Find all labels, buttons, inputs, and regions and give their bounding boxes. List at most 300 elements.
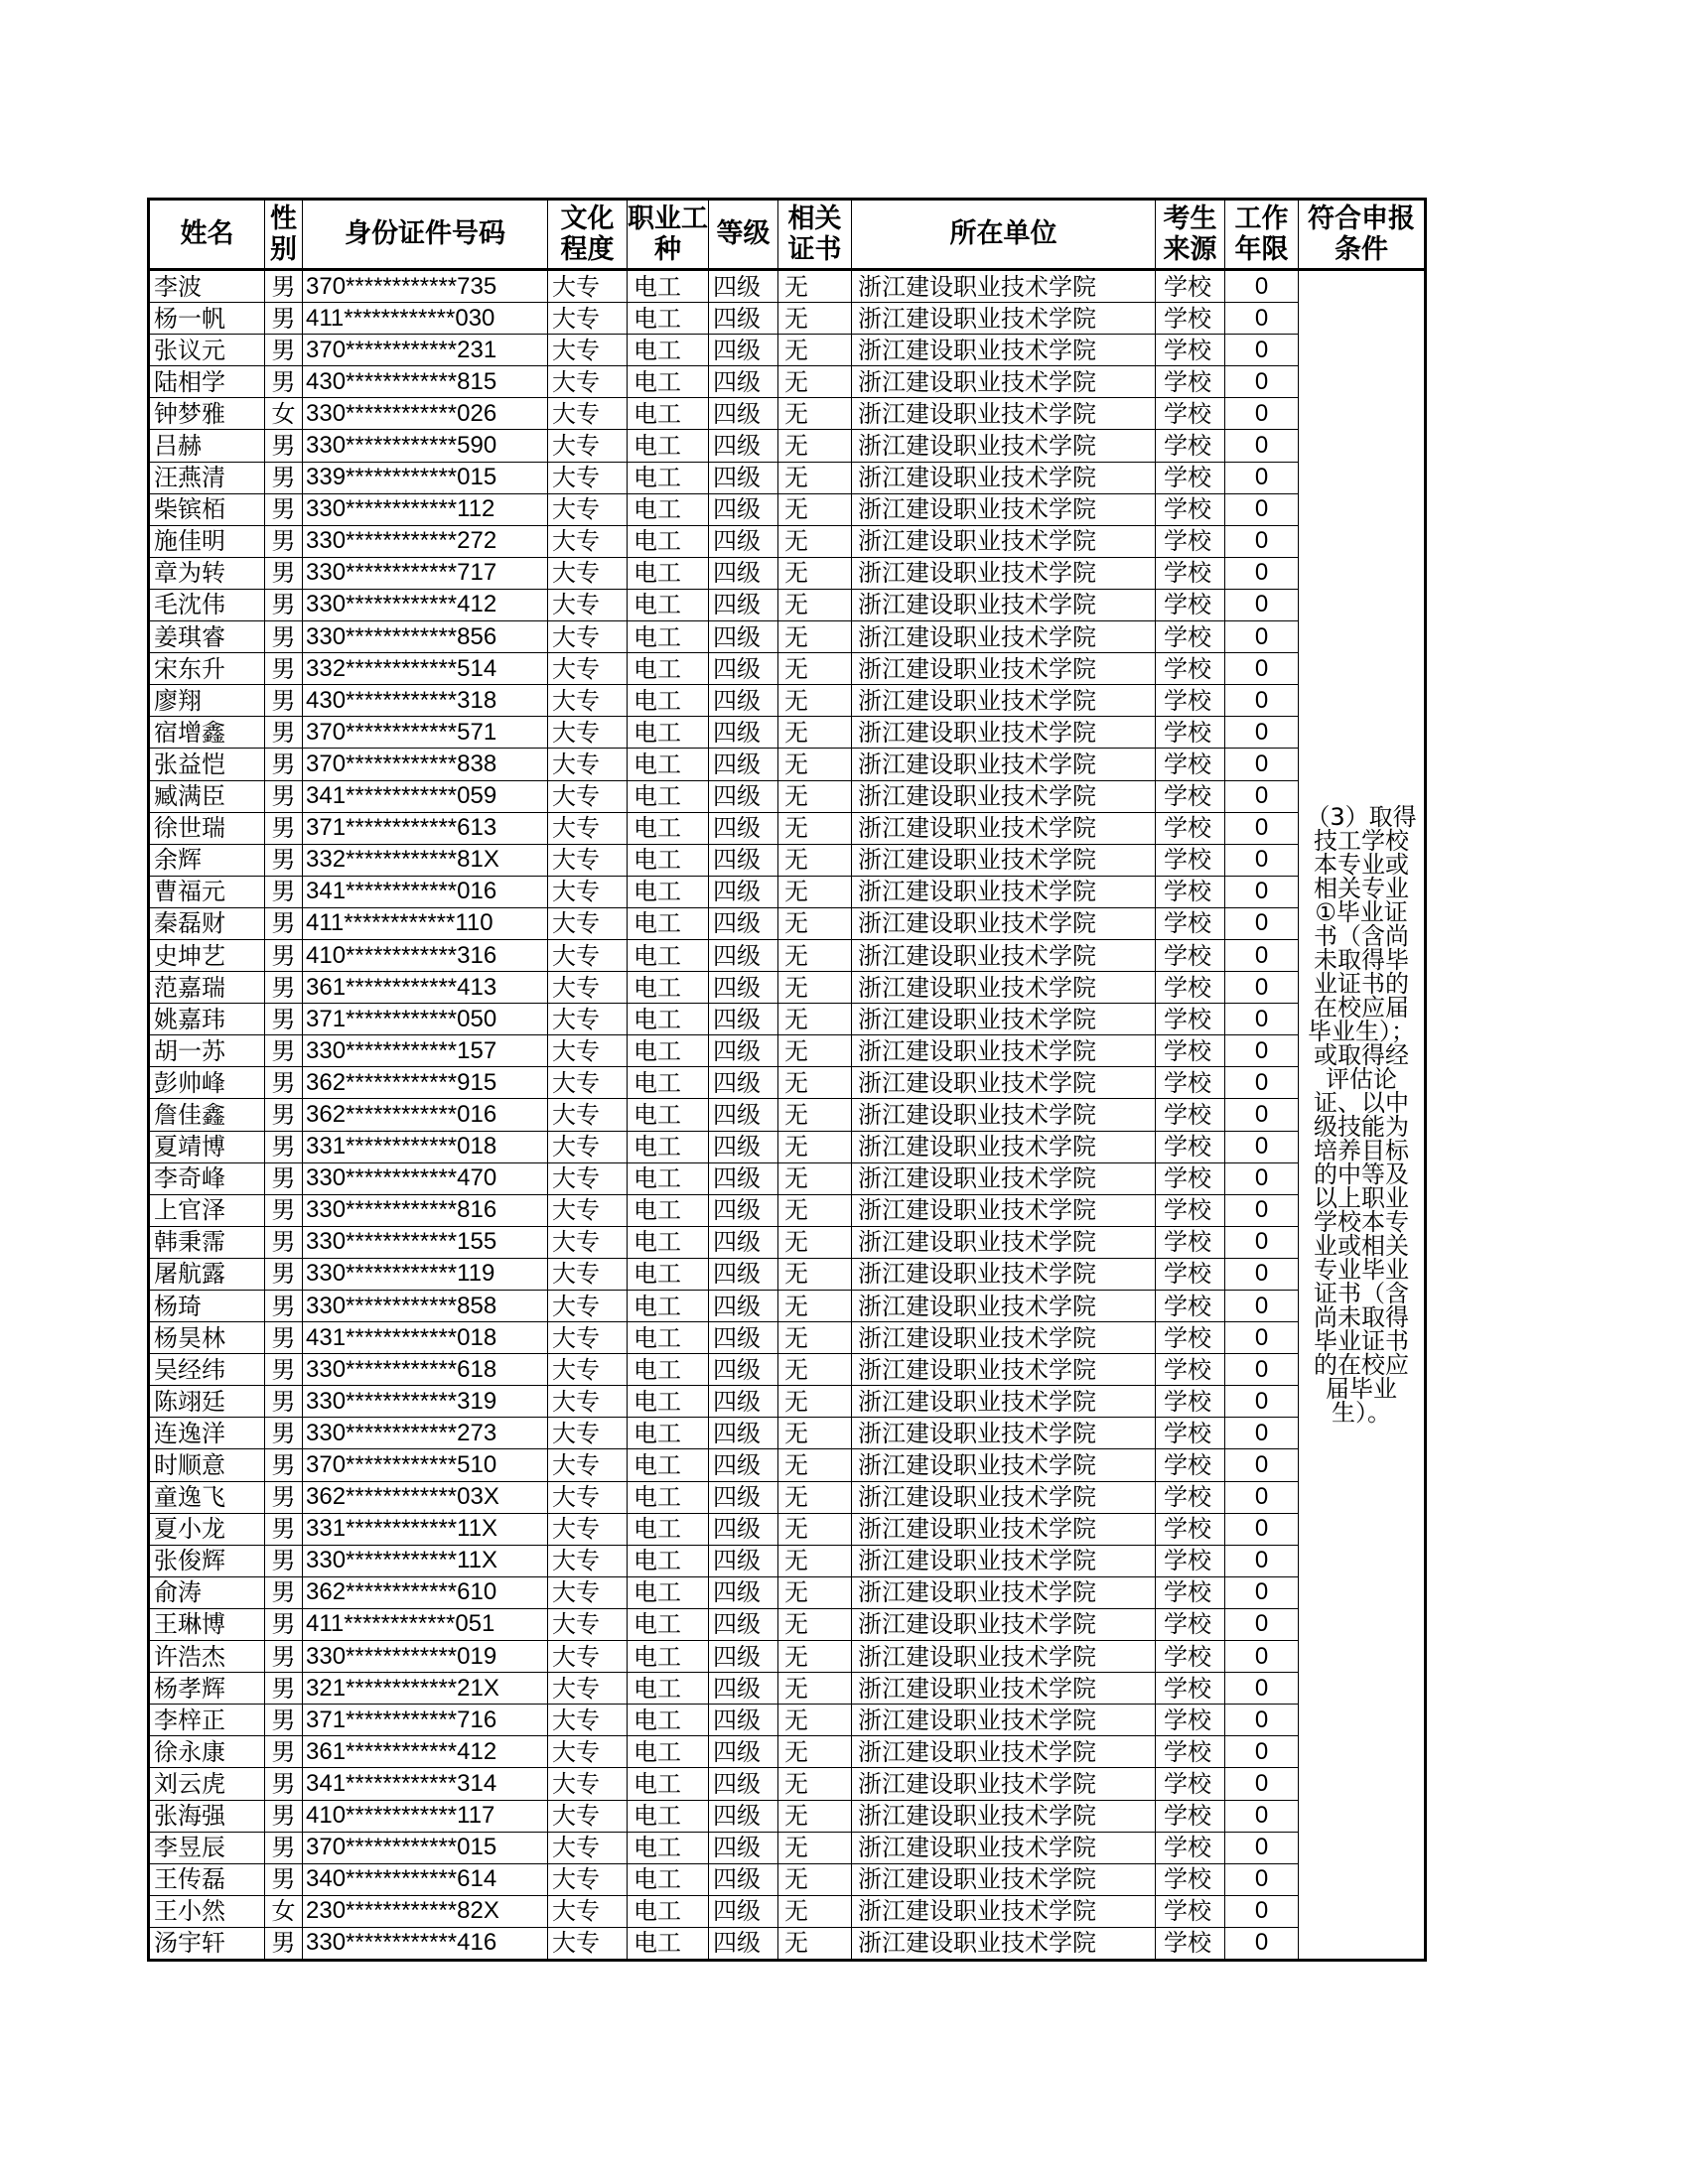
- cell-level: 四级: [709, 1608, 778, 1640]
- cell-unit: 浙江建设职业技术学院: [852, 653, 1156, 685]
- cell-name: 章为转: [149, 557, 265, 589]
- cell-sex: 男: [265, 366, 303, 398]
- cell-name: 连逸洋: [149, 1418, 265, 1449]
- cell-years: 0: [1225, 1162, 1299, 1194]
- cell-name: 王琳博: [149, 1608, 265, 1640]
- cell-id-number: 341************314: [303, 1768, 548, 1800]
- cell-certificate: 无: [778, 717, 852, 749]
- cell-source: 学校: [1156, 1067, 1225, 1099]
- cell-source: 学校: [1156, 1386, 1225, 1418]
- cell-id-number: 411************030: [303, 303, 548, 335]
- cell-education: 大专: [548, 1099, 628, 1131]
- cell-occupation: 电工: [628, 557, 709, 589]
- cell-years: 0: [1225, 1673, 1299, 1705]
- cell-unit: 浙江建设职业技术学院: [852, 1322, 1156, 1354]
- cell-years: 0: [1225, 1832, 1299, 1863]
- cell-unit: 浙江建设职业技术学院: [852, 749, 1156, 780]
- cell-name: 张俊辉: [149, 1545, 265, 1576]
- cell-name: 徐世瑞: [149, 812, 265, 844]
- cell-certificate: 无: [778, 1322, 852, 1354]
- cell-level: 四级: [709, 876, 778, 907]
- cell-certificate: 无: [778, 335, 852, 366]
- cell-source: 学校: [1156, 780, 1225, 812]
- cell-education: 大专: [548, 493, 628, 525]
- cell-occupation: 电工: [628, 1035, 709, 1067]
- cell-occupation: 电工: [628, 939, 709, 971]
- cell-id-number: 332************514: [303, 653, 548, 685]
- cell-years: 0: [1225, 621, 1299, 653]
- cell-level: 四级: [709, 1832, 778, 1863]
- cell-level: 四级: [709, 1927, 778, 1960]
- cell-unit: 浙江建设职业技术学院: [852, 876, 1156, 907]
- table-row: [149, 1067, 1426, 1099]
- cell-certificate: 无: [778, 1386, 852, 1418]
- cell-name: 宿增鑫: [149, 717, 265, 749]
- cell-id-number: 330************11X: [303, 1545, 548, 1576]
- table-row: [149, 493, 1426, 525]
- cell-sex: 男: [265, 1705, 303, 1736]
- cell-source: 学校: [1156, 366, 1225, 398]
- cell-level: 四级: [709, 303, 778, 335]
- cell-sex: 男: [265, 589, 303, 620]
- cell-source: 学校: [1156, 398, 1225, 430]
- cell-education: 大专: [548, 1131, 628, 1162]
- cell-sex: 男: [265, 1800, 303, 1832]
- cell-sex: 男: [265, 1004, 303, 1035]
- cell-education: 大专: [548, 1641, 628, 1673]
- cell-id-number: 330************155: [303, 1226, 548, 1258]
- cell-id-number: 370************231: [303, 335, 548, 366]
- cell-education: 大专: [548, 366, 628, 398]
- cell-unit: 浙江建设职业技术学院: [852, 335, 1156, 366]
- cell-years: 0: [1225, 939, 1299, 971]
- cell-unit: 浙江建设职业技术学院: [852, 1386, 1156, 1418]
- cell-certificate: 无: [778, 876, 852, 907]
- cell-sex: 男: [265, 1131, 303, 1162]
- cell-years: 0: [1225, 1131, 1299, 1162]
- cell-certificate: 无: [778, 589, 852, 620]
- cell-occupation: 电工: [628, 876, 709, 907]
- cell-sex: 女: [265, 398, 303, 430]
- cell-level: 四级: [709, 749, 778, 780]
- cell-certificate: 无: [778, 1768, 852, 1800]
- cell-years: 0: [1225, 1800, 1299, 1832]
- cell-id-number: 431************018: [303, 1322, 548, 1354]
- cell-sex: 男: [265, 1481, 303, 1513]
- cell-level: 四级: [709, 653, 778, 685]
- cell-id-number: 331************018: [303, 1131, 548, 1162]
- cell-sex: 男: [265, 939, 303, 971]
- cell-sex: 男: [265, 1194, 303, 1226]
- cell-years: 0: [1225, 1226, 1299, 1258]
- cell-sex: 男: [265, 1067, 303, 1099]
- cell-id-number: 330************412: [303, 589, 548, 620]
- cell-source: 学校: [1156, 1481, 1225, 1513]
- cell-certificate: 无: [778, 430, 852, 462]
- cell-occupation: 电工: [628, 780, 709, 812]
- table-row: [149, 1641, 1426, 1673]
- cell-sex: 男: [265, 749, 303, 780]
- table-row: [149, 1673, 1426, 1705]
- cell-unit: 浙江建设职业技术学院: [852, 1258, 1156, 1290]
- cell-occupation: 电工: [628, 1576, 709, 1608]
- cell-occupation: 电工: [628, 366, 709, 398]
- cell-years: 0: [1225, 876, 1299, 907]
- cell-years: 0: [1225, 1322, 1299, 1354]
- table-row: [149, 1927, 1426, 1960]
- cell-education: 大专: [548, 749, 628, 780]
- table-row: [149, 1226, 1426, 1258]
- cell-sex: 男: [265, 1863, 303, 1895]
- cell-source: 学校: [1156, 1418, 1225, 1449]
- cell-sex: 男: [265, 303, 303, 335]
- cell-years: 0: [1225, 749, 1299, 780]
- cell-education: 大专: [548, 1481, 628, 1513]
- table-row: [149, 1736, 1426, 1768]
- cell-occupation: 电工: [628, 1099, 709, 1131]
- cell-source: 学校: [1156, 1131, 1225, 1162]
- cell-name: 施佳明: [149, 525, 265, 557]
- cell-unit: 浙江建设职业技术学院: [852, 1863, 1156, 1895]
- cell-id-number: 361************412: [303, 1736, 548, 1768]
- table-row: [149, 1576, 1426, 1608]
- cell-level: 四级: [709, 1481, 778, 1513]
- cell-sex: 男: [265, 1099, 303, 1131]
- condition-cell: （3）取得技工学校本专业或相关专业①毕业证书（含尚未取得毕业证书的在校应届毕业生）；或取得经评估论证、以中级技能为培养目标的中等及以上职业学校本专业或相关专业毕业证书（含尚未取得毕业证书的在校应届毕业生）。: [1299, 270, 1426, 1961]
- cell-years: 0: [1225, 1291, 1299, 1322]
- cell-years: 0: [1225, 653, 1299, 685]
- cell-years: 0: [1225, 1354, 1299, 1386]
- cell-name: 毛沈伟: [149, 589, 265, 620]
- cell-education: 大专: [548, 1513, 628, 1545]
- cell-certificate: 无: [778, 1673, 852, 1705]
- header-source: 考生来源: [1156, 200, 1225, 270]
- cell-certificate: 无: [778, 907, 852, 939]
- cell-certificate: 无: [778, 1545, 852, 1576]
- cell-source: 学校: [1156, 653, 1225, 685]
- cell-name: 杨孝辉: [149, 1673, 265, 1705]
- cell-years: 0: [1225, 462, 1299, 493]
- cell-sex: 男: [265, 780, 303, 812]
- cell-id-number: 330************119: [303, 1258, 548, 1290]
- cell-unit: 浙江建设职业技术学院: [852, 621, 1156, 653]
- cell-name: 杨昊林: [149, 1322, 265, 1354]
- cell-occupation: 电工: [628, 462, 709, 493]
- cell-id-number: 370************735: [303, 270, 548, 303]
- cell-name: 时顺意: [149, 1449, 265, 1481]
- cell-sex: 男: [265, 493, 303, 525]
- cell-level: 四级: [709, 812, 778, 844]
- cell-id-number: 371************716: [303, 1705, 548, 1736]
- cell-name: 廖翔: [149, 685, 265, 717]
- cell-name: 詹佳鑫: [149, 1099, 265, 1131]
- cell-occupation: 电工: [628, 303, 709, 335]
- cell-id-number: 430************815: [303, 366, 548, 398]
- cell-level: 四级: [709, 939, 778, 971]
- cell-years: 0: [1225, 1258, 1299, 1290]
- cell-id-number: 340************614: [303, 1863, 548, 1895]
- cell-unit: 浙江建设职业技术学院: [852, 1576, 1156, 1608]
- cell-source: 学校: [1156, 1576, 1225, 1608]
- cell-unit: 浙江建设职业技术学院: [852, 1545, 1156, 1576]
- cell-sex: 男: [265, 1927, 303, 1960]
- cell-occupation: 电工: [628, 1863, 709, 1895]
- header-certificate: 相关证书: [778, 200, 852, 270]
- cell-source: 学校: [1156, 1226, 1225, 1258]
- cell-certificate: 无: [778, 812, 852, 844]
- cell-source: 学校: [1156, 621, 1225, 653]
- cell-certificate: 无: [778, 1449, 852, 1481]
- cell-unit: 浙江建设职业技术学院: [852, 589, 1156, 620]
- cell-occupation: 电工: [628, 493, 709, 525]
- cell-education: 大专: [548, 972, 628, 1004]
- cell-name: 杨琦: [149, 1291, 265, 1322]
- cell-sex: 男: [265, 335, 303, 366]
- cell-occupation: 电工: [628, 1131, 709, 1162]
- cell-name: 李梓正: [149, 1705, 265, 1736]
- cell-id-number: 341************016: [303, 876, 548, 907]
- cell-unit: 浙江建设职业技术学院: [852, 1705, 1156, 1736]
- cell-name: 李昱辰: [149, 1832, 265, 1863]
- cell-occupation: 电工: [628, 1768, 709, 1800]
- cell-years: 0: [1225, 493, 1299, 525]
- cell-level: 四级: [709, 907, 778, 939]
- cell-sex: 男: [265, 1641, 303, 1673]
- cell-years: 0: [1225, 717, 1299, 749]
- table-row: [149, 1481, 1426, 1513]
- cell-id-number: 430************318: [303, 685, 548, 717]
- cell-certificate: 无: [778, 1608, 852, 1640]
- cell-sex: 男: [265, 907, 303, 939]
- cell-level: 四级: [709, 1322, 778, 1354]
- cell-education: 大专: [548, 1927, 628, 1960]
- cell-education: 大专: [548, 335, 628, 366]
- cell-level: 四级: [709, 366, 778, 398]
- cell-level: 四级: [709, 1673, 778, 1705]
- cell-certificate: 无: [778, 1895, 852, 1927]
- cell-sex: 男: [265, 1449, 303, 1481]
- cell-level: 四级: [709, 1768, 778, 1800]
- cell-certificate: 无: [778, 1641, 852, 1673]
- cell-level: 四级: [709, 1194, 778, 1226]
- cell-name: 姜琪睿: [149, 621, 265, 653]
- cell-id-number: 341************059: [303, 780, 548, 812]
- cell-source: 学校: [1156, 1322, 1225, 1354]
- cell-years: 0: [1225, 525, 1299, 557]
- cell-unit: 浙江建设职业技术学院: [852, 1067, 1156, 1099]
- cell-unit: 浙江建设职业技术学院: [852, 780, 1156, 812]
- cell-source: 学校: [1156, 1641, 1225, 1673]
- cell-certificate: 无: [778, 1162, 852, 1194]
- cell-unit: 浙江建设职业技术学院: [852, 939, 1156, 971]
- cell-level: 四级: [709, 972, 778, 1004]
- cell-unit: 浙江建设职业技术学院: [852, 1162, 1156, 1194]
- cell-education: 大专: [548, 1576, 628, 1608]
- cell-source: 学校: [1156, 335, 1225, 366]
- cell-source: 学校: [1156, 1035, 1225, 1067]
- cell-id-number: 330************858: [303, 1291, 548, 1322]
- cell-certificate: 无: [778, 303, 852, 335]
- cell-certificate: 无: [778, 844, 852, 876]
- cell-certificate: 无: [778, 1194, 852, 1226]
- cell-certificate: 无: [778, 621, 852, 653]
- cell-name: 张海强: [149, 1800, 265, 1832]
- cell-level: 四级: [709, 717, 778, 749]
- table-row: [149, 589, 1426, 620]
- cell-certificate: 无: [778, 1354, 852, 1386]
- cell-unit: 浙江建设职业技术学院: [852, 717, 1156, 749]
- cell-education: 大专: [548, 1194, 628, 1226]
- cell-unit: 浙江建设职业技术学院: [852, 1736, 1156, 1768]
- cell-level: 四级: [709, 1895, 778, 1927]
- cell-unit: 浙江建设职业技术学院: [852, 1035, 1156, 1067]
- cell-years: 0: [1225, 1608, 1299, 1640]
- cell-source: 学校: [1156, 557, 1225, 589]
- cell-source: 学校: [1156, 1162, 1225, 1194]
- cell-source: 学校: [1156, 1354, 1225, 1386]
- cell-id-number: 330************026: [303, 398, 548, 430]
- cell-unit: 浙江建设职业技术学院: [852, 525, 1156, 557]
- cell-occupation: 电工: [628, 1354, 709, 1386]
- cell-occupation: 电工: [628, 1386, 709, 1418]
- cell-name: 宋东升: [149, 653, 265, 685]
- cell-source: 学校: [1156, 749, 1225, 780]
- cell-education: 大专: [548, 1004, 628, 1035]
- cell-education: 大专: [548, 621, 628, 653]
- cell-unit: 浙江建设职业技术学院: [852, 1927, 1156, 1960]
- cell-unit: 浙江建设职业技术学院: [852, 1194, 1156, 1226]
- cell-source: 学校: [1156, 876, 1225, 907]
- cell-occupation: 电工: [628, 685, 709, 717]
- cell-occupation: 电工: [628, 525, 709, 557]
- table-row: [149, 685, 1426, 717]
- cell-education: 大专: [548, 1354, 628, 1386]
- cell-years: 0: [1225, 1863, 1299, 1895]
- cell-level: 四级: [709, 1291, 778, 1322]
- cell-level: 四级: [709, 1800, 778, 1832]
- cell-education: 大专: [548, 1226, 628, 1258]
- cell-occupation: 电工: [628, 1705, 709, 1736]
- cell-occupation: 电工: [628, 1291, 709, 1322]
- header-condition: 符合申报条件: [1299, 200, 1426, 270]
- cell-years: 0: [1225, 780, 1299, 812]
- cell-unit: 浙江建设职业技术学院: [852, 1291, 1156, 1322]
- cell-name: 张益恺: [149, 749, 265, 780]
- cell-education: 大专: [548, 1067, 628, 1099]
- cell-source: 学校: [1156, 493, 1225, 525]
- header-years: 工作年限: [1225, 200, 1299, 270]
- cell-sex: 男: [265, 812, 303, 844]
- cell-sex: 男: [265, 1736, 303, 1768]
- cell-id-number: 410************117: [303, 1800, 548, 1832]
- cell-level: 四级: [709, 525, 778, 557]
- cell-certificate: 无: [778, 270, 852, 303]
- cell-source: 学校: [1156, 1895, 1225, 1927]
- table-row: [149, 749, 1426, 780]
- cell-name: 夏小龙: [149, 1513, 265, 1545]
- cell-education: 大专: [548, 1545, 628, 1576]
- cell-certificate: 无: [778, 1131, 852, 1162]
- cell-sex: 男: [265, 1418, 303, 1449]
- cell-level: 四级: [709, 1099, 778, 1131]
- table-row: [149, 621, 1426, 653]
- cell-sex: 男: [265, 1545, 303, 1576]
- cell-years: 0: [1225, 1194, 1299, 1226]
- cell-unit: 浙江建设职业技术学院: [852, 1449, 1156, 1481]
- cell-source: 学校: [1156, 1449, 1225, 1481]
- cell-unit: 浙江建设职业技术学院: [852, 1673, 1156, 1705]
- table-row: [149, 1258, 1426, 1290]
- cell-level: 四级: [709, 685, 778, 717]
- cell-id-number: 362************915: [303, 1067, 548, 1099]
- cell-education: 大专: [548, 1162, 628, 1194]
- cell-name: 李奇峰: [149, 1162, 265, 1194]
- cell-occupation: 电工: [628, 1322, 709, 1354]
- cell-education: 大专: [548, 653, 628, 685]
- cell-occupation: 电工: [628, 1641, 709, 1673]
- cell-sex: 男: [265, 1354, 303, 1386]
- cell-occupation: 电工: [628, 1673, 709, 1705]
- cell-name: 童逸飞: [149, 1481, 265, 1513]
- header-sex: 性别: [265, 200, 303, 270]
- cell-id-number: 411************110: [303, 907, 548, 939]
- cell-id-number: 362************610: [303, 1576, 548, 1608]
- cell-occupation: 电工: [628, 1513, 709, 1545]
- cell-certificate: 无: [778, 1258, 852, 1290]
- cell-unit: 浙江建设职业技术学院: [852, 398, 1156, 430]
- cell-certificate: 无: [778, 1035, 852, 1067]
- cell-years: 0: [1225, 1576, 1299, 1608]
- table-row: [149, 1449, 1426, 1481]
- cell-id-number: 371************050: [303, 1004, 548, 1035]
- cell-education: 大专: [548, 303, 628, 335]
- cell-level: 四级: [709, 1863, 778, 1895]
- cell-education: 大专: [548, 1705, 628, 1736]
- cell-sex: 男: [265, 1768, 303, 1800]
- cell-source: 学校: [1156, 1673, 1225, 1705]
- table-row: [149, 1004, 1426, 1035]
- cell-years: 0: [1225, 1927, 1299, 1960]
- header-row: [149, 200, 1426, 270]
- cell-education: 大专: [548, 525, 628, 557]
- cell-level: 四级: [709, 589, 778, 620]
- cell-sex: 男: [265, 1162, 303, 1194]
- cell-occupation: 电工: [628, 1004, 709, 1035]
- cell-source: 学校: [1156, 1099, 1225, 1131]
- cell-source: 学校: [1156, 685, 1225, 717]
- cell-unit: 浙江建设职业技术学院: [852, 1800, 1156, 1832]
- cell-name: 曹福元: [149, 876, 265, 907]
- table-row: [149, 1354, 1426, 1386]
- cell-level: 四级: [709, 1354, 778, 1386]
- cell-occupation: 电工: [628, 1481, 709, 1513]
- header-occupation: 职业工种: [628, 200, 709, 270]
- cell-certificate: 无: [778, 972, 852, 1004]
- table-row: [149, 876, 1426, 907]
- cell-id-number: 330************112: [303, 493, 548, 525]
- cell-source: 学校: [1156, 939, 1225, 971]
- cell-unit: 浙江建设职业技术学院: [852, 844, 1156, 876]
- cell-unit: 浙江建设职业技术学院: [852, 972, 1156, 1004]
- table-row: [149, 1131, 1426, 1162]
- cell-certificate: 无: [778, 1099, 852, 1131]
- cell-name: 俞涛: [149, 1576, 265, 1608]
- cell-education: 大专: [548, 1832, 628, 1863]
- cell-id-number: 330************157: [303, 1035, 548, 1067]
- cell-source: 学校: [1156, 972, 1225, 1004]
- cell-education: 大专: [548, 939, 628, 971]
- cell-sex: 男: [265, 557, 303, 589]
